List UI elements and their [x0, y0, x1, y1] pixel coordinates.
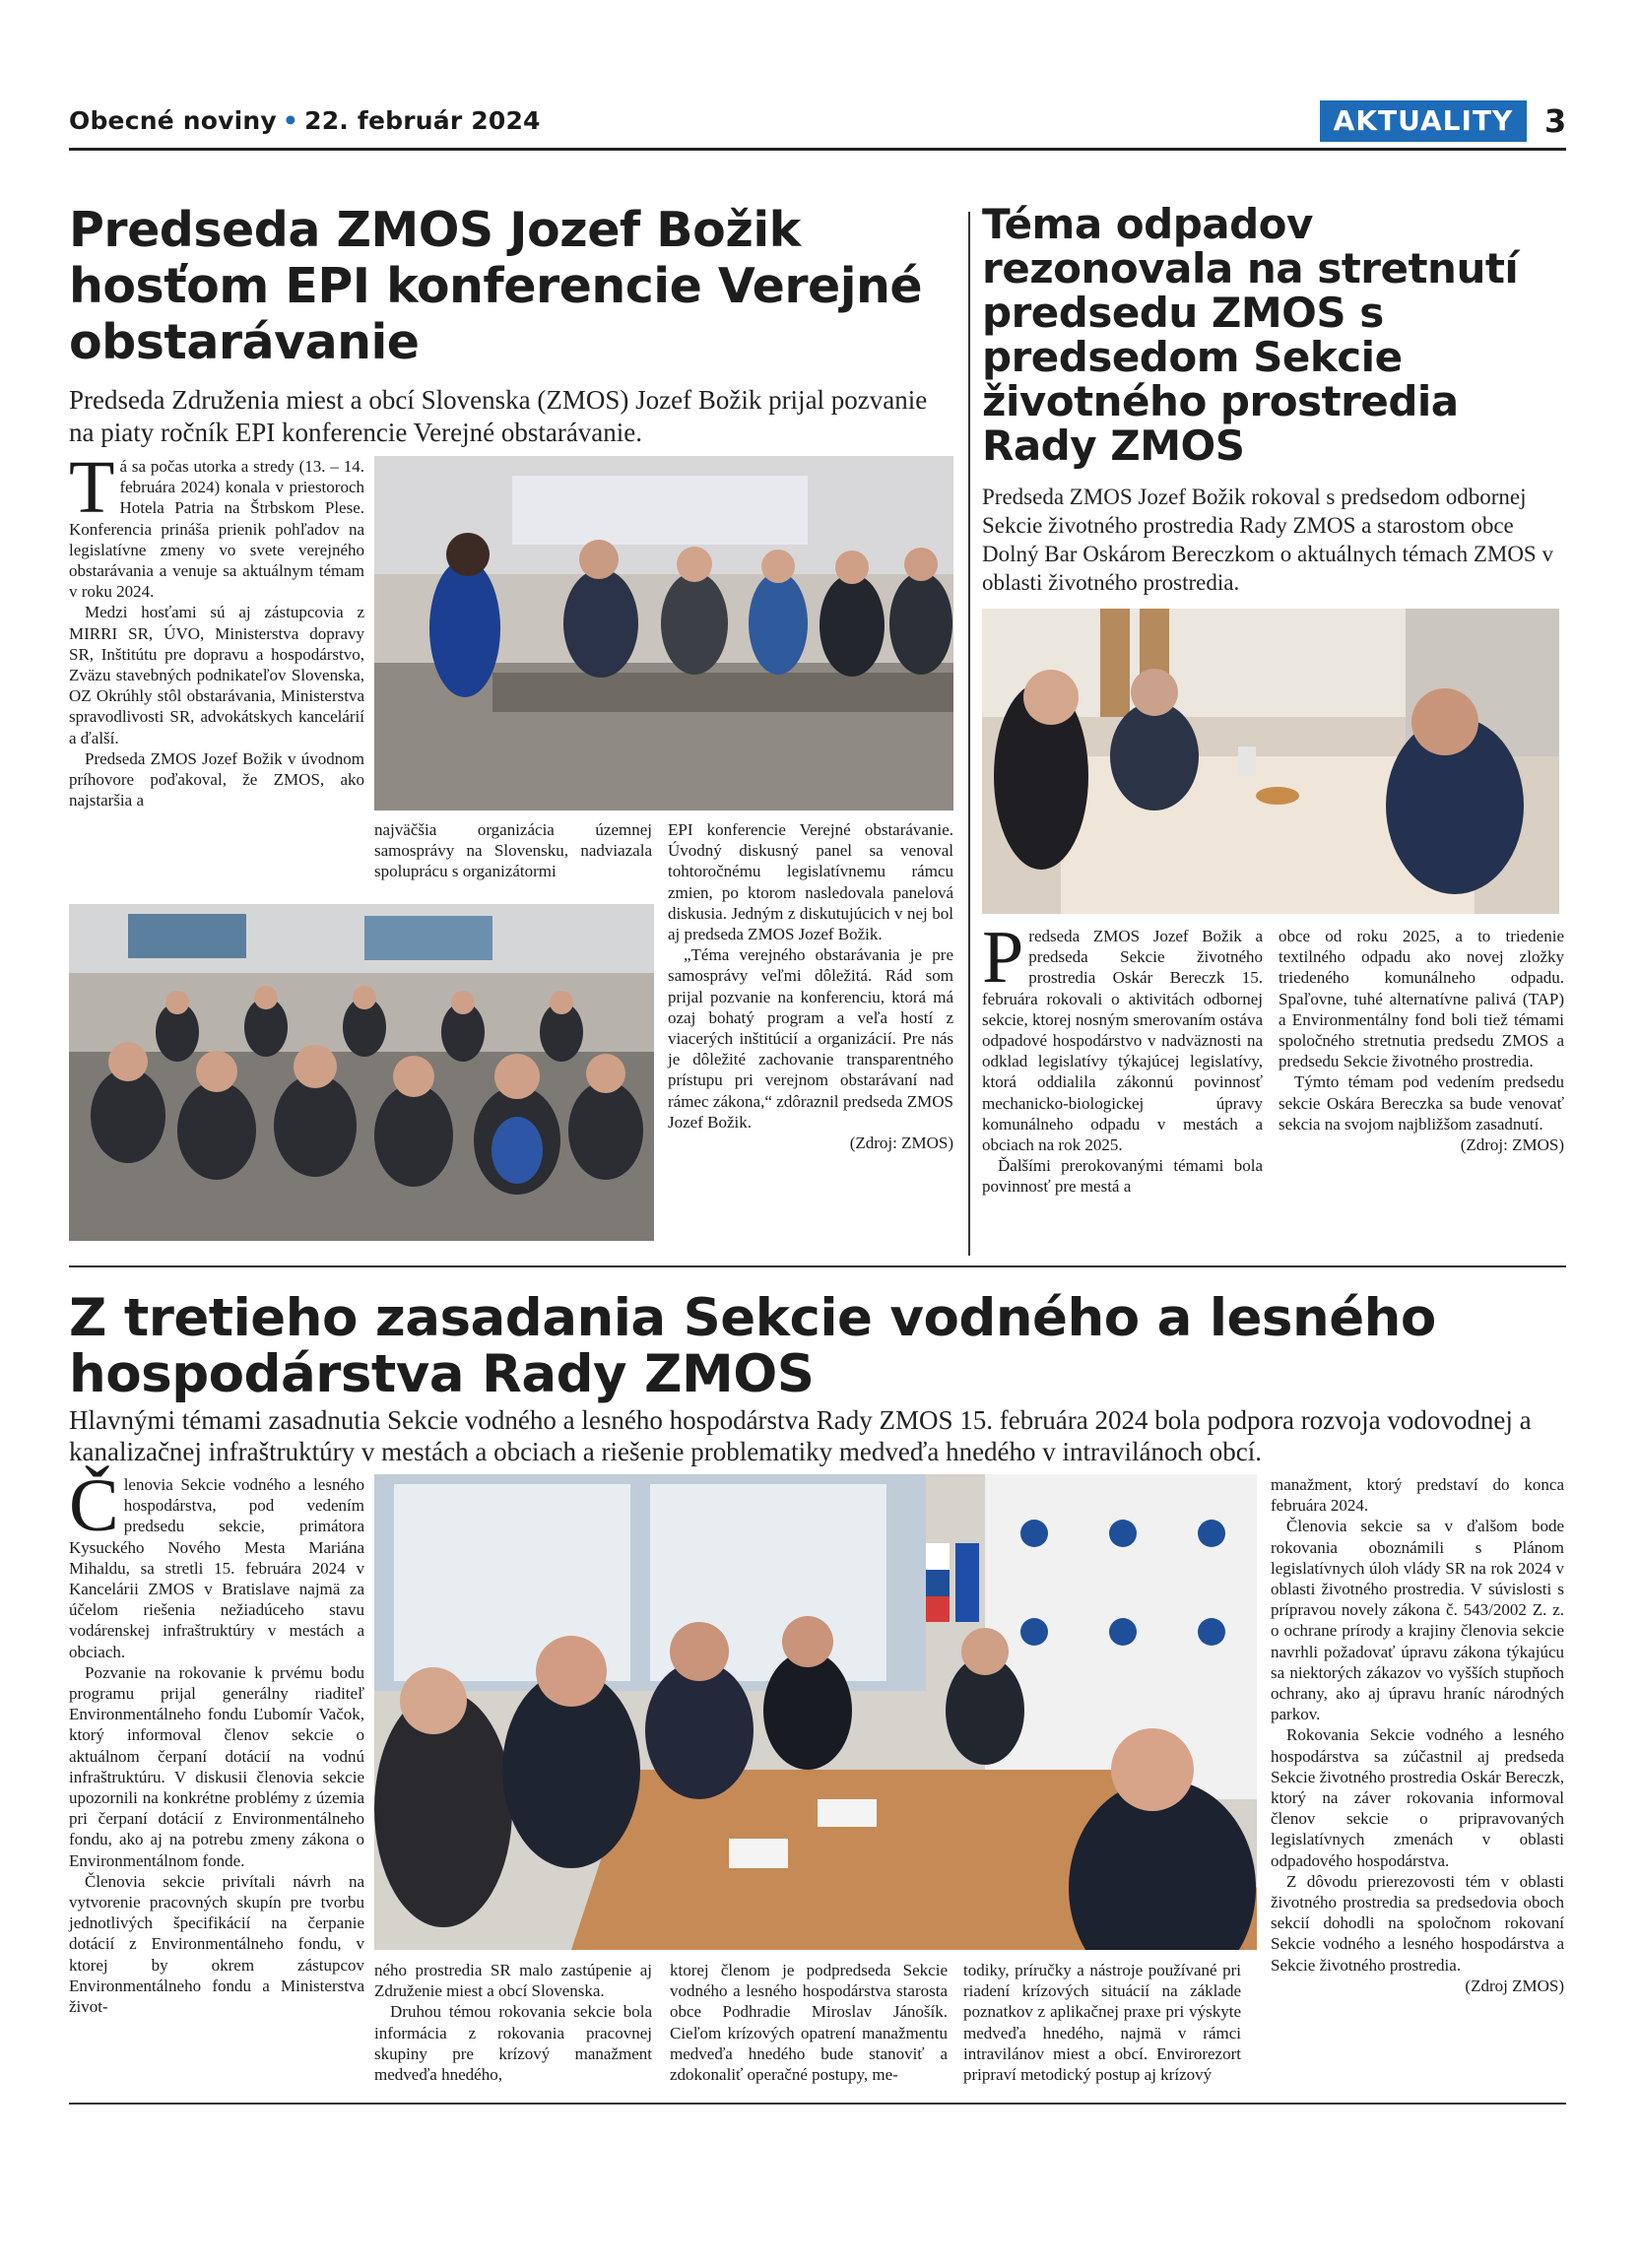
section-divider [69, 1265, 1566, 1267]
article1-paragraph: EPI konferencie Verejné obstarávanie. Úvodný diskusný panel sa venoval tohtoročnému legislatívnemu rámcu zmien, po ktorom nasledovala panelová diskusia. Jedným z diskutujúcich v nej bol aj predseda ZMOS Jozef Božik. [668, 820, 953, 944]
article2-column-1 [982, 916, 1263, 1251]
conference-audience-photo [69, 904, 654, 1241]
article3-column-5 [1271, 1474, 1564, 2105]
masthead [69, 106, 541, 135]
article3-paragraph: Rokovania Sekcie vodného a lesného hospodárstva sa zúčastnil aj predseda Sekcie životného prostredia Oskár Bereczk, ktorý na záver rokovania informoval členov sekcie o pripravovaných legislatívnych zmenách v oblasti odpadového hospodárstva. [1271, 1725, 1564, 1870]
article1-paragraph: najväčšia organizácia územnej samosprávy na Slovensku, nadviazala spoluprácu s organizátormi [374, 820, 652, 881]
section-label: AKTUALITY [1320, 100, 1527, 142]
meeting-photo [982, 609, 1559, 914]
footer-rule [69, 2103, 1566, 2105]
article3-paragraph: todiky, príručky a nástroje používané pri riadení krízových situácií na základe poznatkov z aplikačnej praxe pri výskyte medveďa hnedého, najmä v rámci intravilánov miest a obcí. Envirorezort pripraví metodický postup aj krízový [963, 1961, 1241, 2085]
article1-dropcap: T [69, 446, 115, 529]
section-meeting-photo [374, 1474, 1257, 1950]
article1-quote: „Téma verejného obstarávania je pre samosprávy veľmi dôležitá. Rád som prijal pozvanie na konferenciu, ktorá má ozaj bohatý program a veľa hostí z viacerých inštitúcií a organizácií. Pre nás je dôležité zachovanie transparentného prístupu pri verejnom obstarávaní nad rámec zákona,“ zdôraznil predseda ZMOS Jozef Božik. [668, 945, 953, 1132]
conference-panel-photo [374, 456, 953, 810]
article3-source: (Zdroj ZMOS) [1465, 1976, 1564, 1995]
article2-title: Téma odpadov rezonovala na stretnutí predsedu ZMOS s predsedom Sekcie životného prostredia Rady ZMOS [982, 200, 1519, 470]
header-rule [69, 148, 1566, 151]
article2-paragraph: redseda ZMOS Jozef Božik a predseda Sekcie životného prostredia Oskár Bereczk 15. februára rokovali o aktivitách odbornej sekcie, ktorej nosným smerovaním ostáva odpadové hospodárstvo v nadväznosti na odklad legislatívy týkajúcej legislatívy, ktorá oddialila zákonnú povinnosť mechanicko-biologickej úpravy komunálneho odpadu v mestách a obciach na rok 2025. [982, 927, 1263, 1155]
article3-paragraph: lenovia Sekcie vodného a lesného hospodárstva, pod vedením predsedu sekcie, primátora Kysuckého Nového Mesta Mariána Mihaldu, sa stretli 15. februára 2024 v Kancelárii ZMOS v Bratislave najmä za účelom riešenia nežiadúceho stavu vodárenskej infraštruktúry v mestách a obciach. [69, 1475, 364, 1661]
article3-paragraph: Z dôvodu prierezovosti tém v oblasti životného prostredia sa predsedovia oboch sekcií dohodli na spoločnom rokovaní Sekcie vodného a lesného hospodárstva a Sekcie životného prostredia. [1271, 1871, 1564, 1975]
article3-column-4 [963, 1960, 1241, 2107]
article1-lead: Predseda Združenia miest a obcí Slovenska (ZMOS) Jozef Božik prijal pozvanie na piaty ročník EPI konferencie Verejné obstarávanie. [69, 385, 928, 447]
article3-paragraph: Pozvanie na rokovanie k prvému bodu programu prijal generálny riaditeľ Environmentálneho fondu Ľubomír Vačok, ktorý informoval členov sekcie o aktuálnom čerpaní dotácií na vodnú infraštruktúru. V diskusii členovia sekcie upozornili na konkrétne problémy z územia pri čerpaní dotácií z Environmentálneho fondu, ako aj na potrebu zmeny zákona o Environmentálnom fonde. [69, 1662, 364, 1870]
article1-paragraph: Predseda ZMOS Jozef Božik v úvodnom príhovore poďakoval, že ZMOS, ako najstaršia a [69, 748, 364, 810]
article3-title: Z tretieho zasadania Sekcie vodného a lesného hospodárstva Rady ZMOS [69, 1288, 1436, 1404]
article1-column-2 [374, 819, 652, 888]
article3-column-3 [670, 1960, 948, 2107]
article2-lead: Predseda ZMOS Jozef Božik rokoval s predsedom odbornej Sekcie životného prostredia Rady ZMOS a starostom obce Dolný Bar Oskárom Bereczkom o aktuálnych témach ZMOS v oblasti životného prostredia. [982, 485, 1553, 595]
article2-paragraph: Ďalšími prerokovanými témami bola povinnosť pre mestá a [982, 1156, 1263, 1197]
article3-paragraph: Členovia sekcie sa v ďalšom bode rokovania oboznámili s Plánom legislatívnych úloh vlády SR na rok 2024 v oblasti životného prostredia. V súvislosti s prípravou novely zákona č. 543/2002 Z. z. o ochrane prírody a krajiny členovia sekcie navrhli požadovať úpravu zákona týkajúcu sa niektorých zákazov vo vyšších stupňoch ochrany, ako aj úpravu hraníc národných parkov. [1271, 1517, 1564, 1724]
article1-title: Predseda ZMOS Jozef Božik hosťom EPI konferencie Verejné obstarávanie [69, 202, 923, 370]
article3-paragraph: ktorej členom je podpredseda Sekcie vodného a lesného hospodárstva starosta obce Podhradie Miroslav Jánošík. Cieľom krízových opatrení manažmentu medveďa hnedého bude stanoviť a zdokonaliť operačné postupy, me- [670, 1961, 948, 2085]
article1-paragraph: Medzi hosťami sú aj zástupcovia z MIRRI SR, ÚVO, Ministerstva dopravy SR, Inštitútu pre dopravu a hospodárstvo, Zväzu stavebných podnikateľov Slovenska, OZ Okrúhly stôl obstarávania, Ministerstva spravodlivosti SR, advokátskych kancelárií a ďalší. [69, 603, 364, 747]
article3-paragraph: manažment, ktorý predstaví do konca februára 2024. [1271, 1475, 1564, 1516]
article2-paragraph: Týmto témam pod vedením predsedu sekcie Oskára Bereczka sa bude venovať sekcia na svojom najbližšom zasadnutí. [1279, 1072, 1564, 1134]
article3-column-2 [374, 1960, 652, 2107]
paper-name: Obecné noviny [69, 106, 277, 135]
article3-lead: Hlavnými témami zasadnutia Sekcie vodného a lesného hospodárstva Rady ZMOS 15. februára 2024 bola podpora rozvoja vodovodnej a kanalizačnej infraštruktúry v mestách a obciach a riešenie problematiky medveďa hnedého v intravilánoch obcí. [69, 1405, 1532, 1466]
separator-dot: • [282, 106, 299, 135]
issue-date: 22. február 2024 [304, 106, 541, 135]
article3-paragraph: Členovia sekcie privítali návrh na vytvorenie pracovných skupín pre tvorbu jednotlivých špecifikácií na čerpanie dotácií z Environmentálneho fondu, v ktorej by okrem zástupcov Environmentálneho fondu a Ministerstva život- [69, 1871, 364, 2017]
article3-paragraph: ného prostredia SR malo zastúpenie aj Združenie miest a obcí Slovenska. [374, 1961, 652, 2001]
page-number: 3 [1544, 102, 1567, 140]
article2-dropcap: P [982, 916, 1024, 999]
article1-source: (Zdroj: ZMOS) [849, 1134, 953, 1153]
article3-dropcap: Č [69, 1464, 119, 1547]
article2-paragraph: obce od roku 2025, a to triedenie textilného odpadu ako novej zložky triedeného komunálneho odpadu. Spaľovne, tuhé alternatívne palivá (TAP) a Environmentálny fond boli tiež témami spoločného stretnutia predsedu ZMOS a predsedu Sekcie životného prostredia. [1279, 927, 1564, 1071]
article1-column-3 [668, 819, 953, 1243]
article2-source: (Zdroj: ZMOS) [1460, 1135, 1564, 1155]
article3-paragraph: Druhou témou rokovania sekcie bola informácia z rokovania pracovnej skupiny pre krízový manažment medveďa hnedého, [374, 2002, 652, 2085]
article2-column-2 [1279, 926, 1564, 1251]
column-divider [968, 212, 970, 1256]
article1-paragraph: á sa počas utorka a stredy (13. – 14. februára 2024) konala v priestoroch Hotela Patria na Štrbskom Plese. Konferencia prináša prienik pohľadov na legislatívne zmeny vo svete verejného obstarávania a venuje sa aktuálnym témam v roku 2024. [69, 457, 364, 602]
article3-column-1 [69, 1464, 364, 2105]
